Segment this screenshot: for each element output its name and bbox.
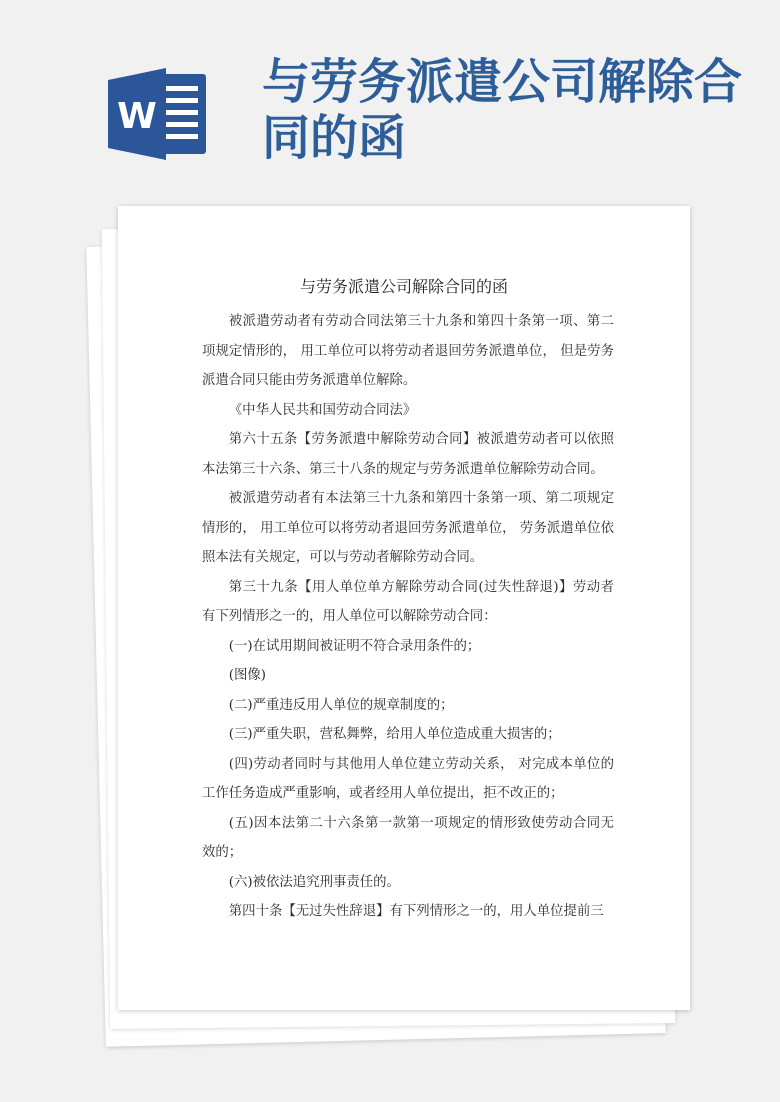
paragraph: (一)在试用期间被证明不符合录用条件的； [228,638,481,654]
paragraph: 《中华人民共和国劳动合同法》 [228,402,417,418]
word-logo-letter: W [117,96,157,137]
paragraph: (五)因本法第二十六条第一款第一项规定的情形致使劳动合同无效的； [202,815,614,860]
paragraph: (四)劳动者同时与其他用人单位建立劳动关系， 对完成本单位的工作任务造成严重影响，或者经用人单位提出，拒不改正的； [202,756,614,801]
paragraph: (六)被依法追究刑事责任的。 [228,874,400,890]
paragraph: 被派遣劳动者有劳动合同法第三十九条和第四十条第一项、第二项规定情形的， 用工单位可以将劳动者退回劳务派遣单位， 但是劳务派遣合同只能由劳务派遣单位解除。 [202,314,614,388]
paragraph: 被派遣劳动者有本法第三十九条和第四十条第一项、第二项规定情形的， 用工单位可以将劳动者退回劳务派遣单位， 劳务派遣单位依照本法有关规定，可以与劳动者解除劳动合同。 [202,491,614,565]
paragraph: (图像) [228,668,267,683]
paragraph: 第六十五条【劳务派遣中解除劳动合同】被派遣劳动者可以依照本法第三十六条、第三十八条的规定与劳务派遣单位解除劳动合同。 [202,432,614,477]
page-title: 与劳务派遣公司解除合同的函 [262,54,743,166]
document-page [118,206,690,1010]
document-title: 与劳务派遣公司解除合同的函 [299,277,508,296]
document-body [202,307,614,927]
paragraph: (三)严重失职，营私舞弊，给用人单位造成重大损害的； [228,727,561,742]
word-icon [108,68,208,160]
paragraph: (二)严重违反用人单位的规章制度的； [228,697,454,713]
paragraph: 第三十九条【用人单位单方解除劳动合同(过失性辞退)】劳动者有下列情形之一的，用人单位可以解除劳动合同： [202,579,614,624]
paragraph: 第四十条【无过失性辞退】有下列情形之一的，用人单位提前三 [228,904,604,919]
